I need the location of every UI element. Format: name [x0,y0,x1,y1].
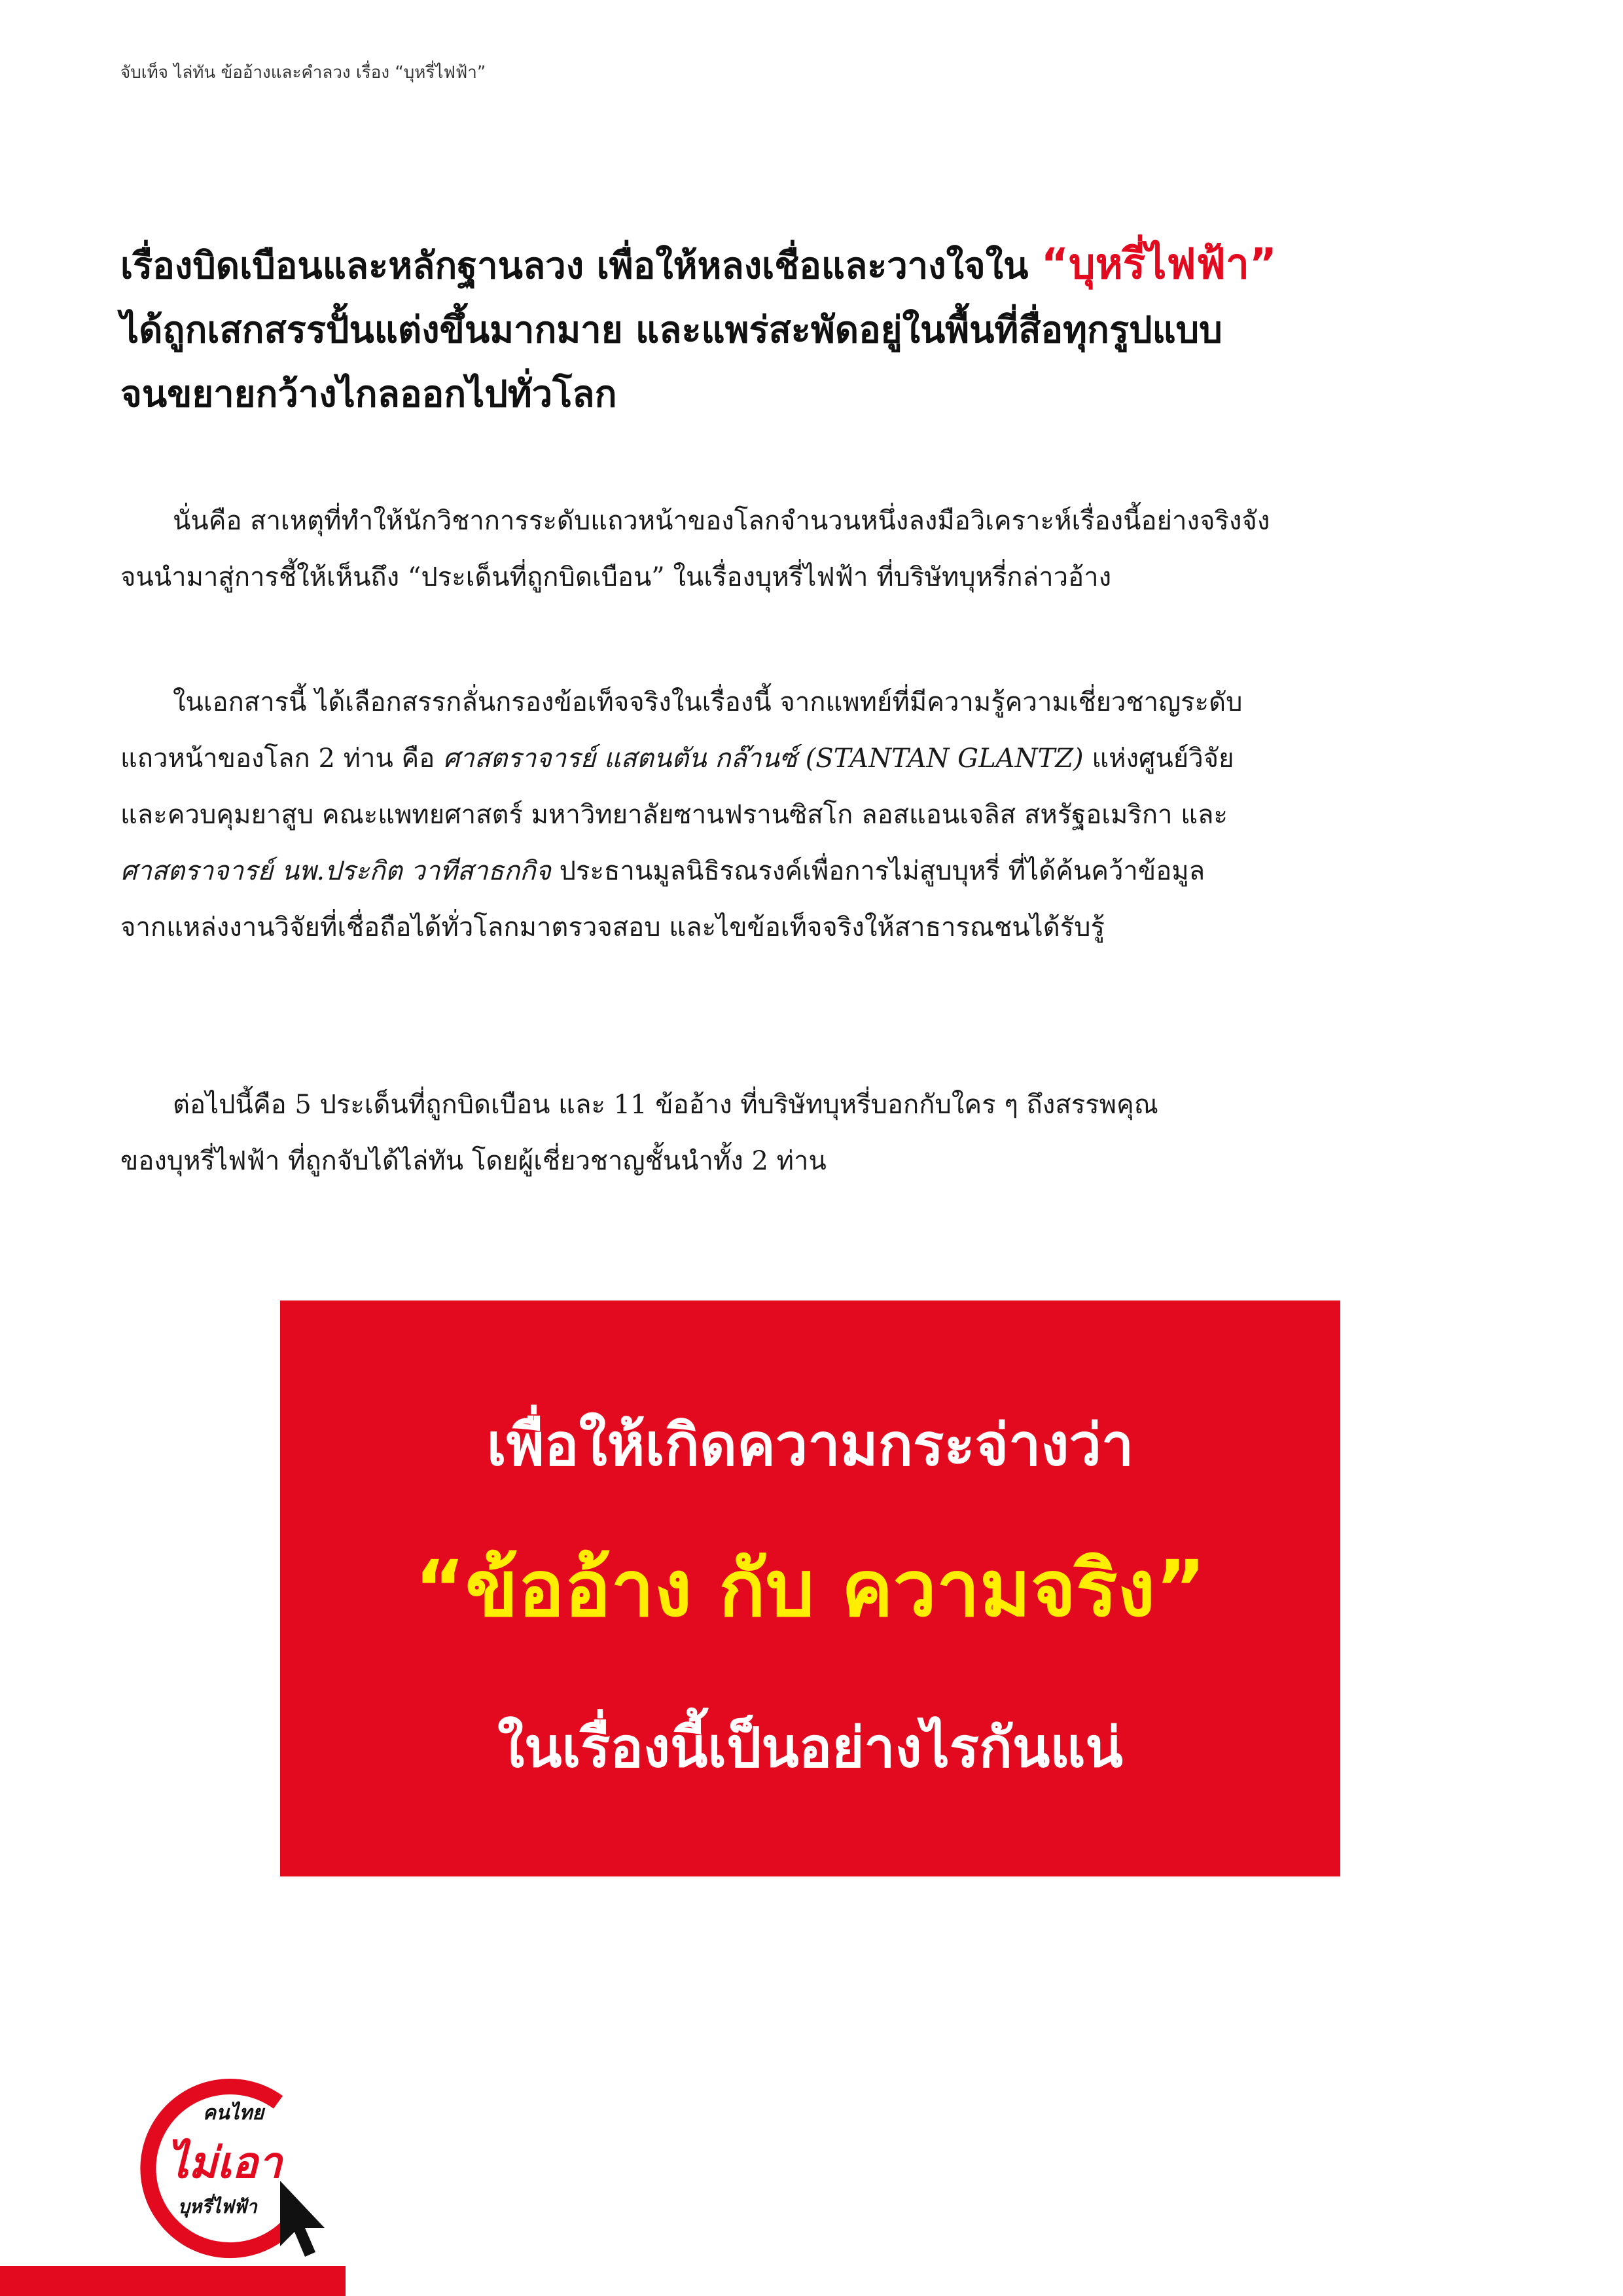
headline-line-1-text: เรื่องบิดเบือนและหลักฐานลวง เพื่อให้หลงเชื่อและวางใจใน [120,245,1041,287]
paragraph-2-line-1: ในเอกสารนี้ ได้เลือกสรรกลั่นกรองข้อเท็จจริงในเรื่องนี้ จากแพทย์ที่มีความรู้ความเชี่ยวชาญระดับ [173,687,1243,717]
callout-line-1: เพื่อให้เกิดความกระจ่างว่า [486,1411,1134,1479]
headline-accent: “บุหรี่ไฟฟ้า” [1041,240,1277,289]
running-header: จับเท็จ ไล่ทัน ข้ออ้างและคำลวง เรื่อง “บุหรี่ไฟฟ้า” [120,63,486,82]
paragraph-2-line-4-b: ประธานมูลนิธิรณรงค์เพื่อการไม่สูบบุหรี่ ที่ได้ค้นคว้าข้อมูล [550,856,1205,886]
campaign-logo [105,2068,353,2265]
paragraph-3-line-2: ของบุหรี่ไฟฟ้า ที่ถูกจับได้ไล่ทัน โดยผู้เชี่ยวชาญชั้นนำทั้ง 2 ท่าน [120,1146,827,1176]
paragraph-2-line-5: จากแหล่งงานวิจัยที่เชื่อถือได้ทั่วโลกมาตรวจสอบ และไขข้อเท็จจริงให้สาธารณชนได้รับรู้ [120,912,1105,942]
headline-line-2: ได้ถูกเสกสรรปั้นแต่งขึ้นมากมาย และแพร่สะพัดอยู่ในพื้นที่สื่อทุกรูปแบบ [120,309,1222,351]
paragraph-3 [120,1077,1508,1189]
callout-line-3: ในเรื่องนี้เป็นอย่างไรกันแน่ [497,1715,1123,1780]
paragraph-2 [120,674,1508,956]
logo-line-2: ไม่เอา [167,2138,282,2188]
paragraph-3-line-1: ต่อไปนี้คือ 5 ประเด็นที่ถูกบิดเบือน และ 11 ข้ออ้าง ที่บริษัทบุหรี่บอกกับใคร ๆ ถึงสรรพคุณ [173,1090,1158,1120]
paragraph-2-line-3: และควบคุมยาสูบ คณะแพทยศาสตร์ มหาวิทยาลัยซานฟรานซิสโก ลอสแอนเจลิส สหรัฐอเมริกา และ [120,800,1228,830]
logo-line-1: คนไทย [203,2102,264,2125]
paragraph-1-line-2: จนนำมาสู่การชี้ให้เห็นถึง “ประเด็นที่ถูกบิดเบือน” ในเรื่องบุหรี่ไฟฟ้า ที่บริษัทบุหรี่กล่าวอ้าง [120,562,1112,592]
headline [120,232,1527,427]
callout-box [280,1300,1340,1876]
paragraph-1-line-1: นั่นคือ สาเหตุที่ทำให้นักวิชาการระดับแถวหน้าของโลกจำนวนหนึ่งลงมือวิเคราะห์เรื่องนี้อย่างจริงจัง [173,506,1270,536]
headline-line-3: จนขยายกว้างไกลออกไปทั่วโลก [120,373,617,416]
logo-line-3: บุหรี่ไฟฟ้า [178,2196,257,2217]
cursor-arrow-icon [280,2181,325,2257]
glantz-name: ศาสตราจารย์ แสตนตัน กล๊านซ์ (STANTAN GLANTZ) [443,744,1084,774]
footer-accent-bar [0,2266,346,2296]
prakit-name: ศาสตราจารย์ นพ.ประกิต วาทีสาธกกิจ [120,856,551,886]
paragraph-2-line-2-a: แถวหน้าของโลก 2 ท่าน คือ [120,744,444,774]
paragraph-2-line-2-b: แห่งศูนย์วิจัย [1083,744,1234,774]
paragraph-2-line-2 [120,730,1508,787]
headline-line-1 [120,232,1527,298]
paragraph-1 [120,493,1508,605]
paragraph-2-line-4 [120,843,1508,899]
callout-line-2: “ข้ออ้าง กับ ความจริง” [414,1543,1206,1634]
